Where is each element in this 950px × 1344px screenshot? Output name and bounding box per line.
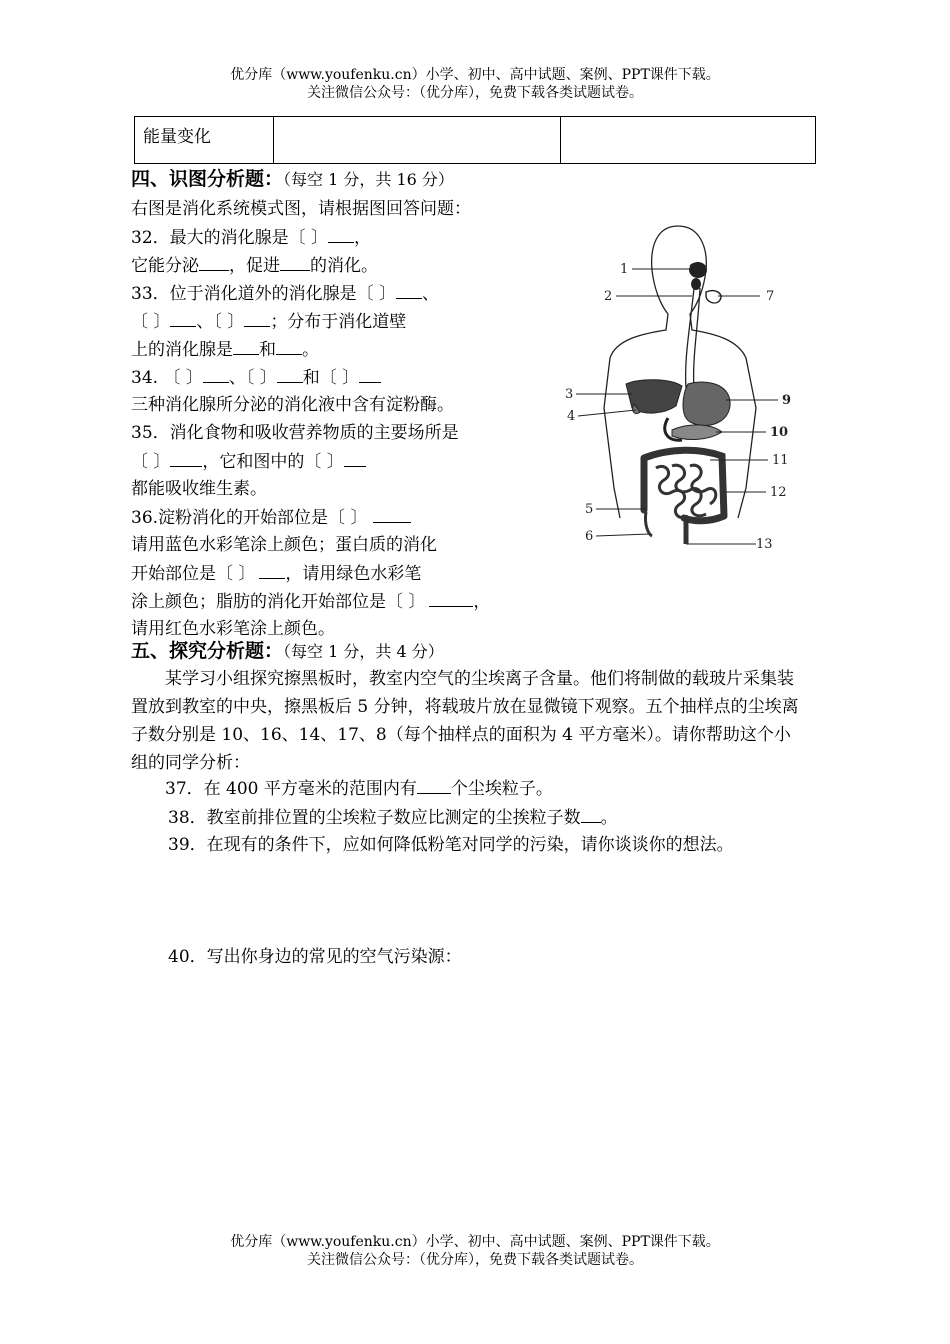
leader-line-4 <box>578 410 636 416</box>
pharynx <box>691 278 701 290</box>
section-4-intro: 右图是消化系统模式图，请根据图回答问题： <box>131 199 471 219</box>
q38-period: 。 <box>600 808 618 828</box>
question-32-line-1 <box>131 226 371 249</box>
question-39: 39．在现有的条件下，应如何降低粉笔对同学的污染，请你谈谈你的想法。 <box>168 835 734 855</box>
question-35-line-2 <box>131 450 366 473</box>
question-37 <box>165 777 553 800</box>
question-40: 40．写出你身边的常见的空气污染源： <box>168 947 462 967</box>
leader-line-6 <box>596 534 650 536</box>
q37-text-post: 个尘埃粒子。 <box>450 779 553 799</box>
q38-text-pre: 38．教室前排位置的尘埃粒子数应比测定的尘挨粒子数 <box>168 808 581 828</box>
answer-blank[interactable] <box>170 450 202 467</box>
q36-text-pre: 开始部位是〔 〕 <box>131 564 256 584</box>
section-4-score-note: （每空 1 分，共 16 分） <box>283 170 454 189</box>
q34-bracket-1: 34. 〔 〕 <box>131 368 203 388</box>
q34-bracket-3: 和〔 〕 <box>302 368 360 388</box>
page-footer <box>0 1233 950 1269</box>
diagram-label-4: 4 <box>567 409 576 424</box>
q33-text-pre: 33．位于消化道外的消化腺是〔 〕 <box>131 284 397 304</box>
q33-bracket-1: 〔 〕 <box>131 312 171 332</box>
answer-blank[interactable] <box>276 338 302 355</box>
diagram-label-5: 5 <box>585 502 594 517</box>
answer-blank[interactable] <box>396 282 422 299</box>
question-36-line-5: 请用红色水彩笔涂上颜色。 <box>131 619 335 639</box>
q32-text-post: 的消化。 <box>310 256 378 276</box>
footer-line-2: 关注微信公众号：（优分库），免费下载各类试题试卷。 <box>307 1252 643 1268</box>
q32-comma: ， <box>354 228 372 248</box>
q32-text: 32．最大的消化腺是〔 〕 <box>131 228 329 248</box>
diagram-label-10: 10 <box>770 425 789 440</box>
answer-blank[interactable] <box>344 450 366 467</box>
small-intestine <box>656 465 716 517</box>
question-32-line-2 <box>131 254 378 277</box>
q36-comma: ， <box>473 592 491 612</box>
answer-blank[interactable] <box>233 338 259 355</box>
q36-text-post: ，请用绿色水彩笔 <box>285 564 422 584</box>
oral-cavity <box>689 262 707 278</box>
q33-text-tail: ；分布于消化道壁 <box>270 312 407 332</box>
question-36-line-2: 请用蓝色水彩笔涂上颜色；蛋白质的消化 <box>131 535 437 555</box>
energy-change-table <box>134 116 816 164</box>
large-intestine <box>644 450 724 521</box>
question-34-line-1 <box>131 366 381 389</box>
answer-blank[interactable] <box>203 366 229 383</box>
answer-blank[interactable] <box>170 310 196 327</box>
section-5-paragraph: 某学习小组探究擦黑板时，教室内空气的尘埃离子含量。他们将制做的载玻片采集装置放到教室的中央，擦黑板后 5 分钟，将载玻片放在显微镜下观察。五个抽样点的尘埃离子数分别是 10、16、14、17、8（每个抽样点的面积为 4 平方毫米）。请你帮助这个小组的同学分析： <box>131 669 799 773</box>
q35-text-mid: ，它和图中的〔 〕 <box>202 452 344 472</box>
answer-blank[interactable] <box>429 590 473 607</box>
answer-blank[interactable] <box>280 254 310 271</box>
question-33-line-2 <box>131 310 406 333</box>
q34-bracket-2: 、〔 〕 <box>228 368 277 388</box>
section-4-title: 四、识图分析题： <box>131 168 284 190</box>
appendix <box>645 512 652 536</box>
q33-text-pre-2: 上的消化腺是 <box>131 340 233 360</box>
diagram-label-12: 12 <box>770 485 787 500</box>
diagram-label-1: 1 <box>620 262 629 277</box>
question-33-line-1 <box>131 282 439 305</box>
q33-bracket-2: 、〔 〕 <box>196 312 245 332</box>
q33-period: 。 <box>302 340 319 360</box>
diagram-label-13: 13 <box>756 537 773 552</box>
diagram-label-3: 3 <box>565 387 574 402</box>
answer-blank[interactable] <box>373 506 411 523</box>
table-label-cell: 能量变化 <box>135 117 274 164</box>
header-line-2: 关注微信公众号：（优分库），免费下载各类试题试卷。 <box>307 85 643 101</box>
question-36-line-4 <box>131 590 490 613</box>
table-answer-cell-1 <box>274 117 561 164</box>
answer-blank[interactable] <box>328 226 354 243</box>
esophagus <box>686 288 700 388</box>
answer-blank[interactable] <box>417 777 451 794</box>
diagram-label-6: 6 <box>585 529 594 544</box>
question-33-line-3 <box>131 338 319 361</box>
question-35-line-3: 都能吸收维生素。 <box>131 479 267 499</box>
stomach <box>683 382 730 425</box>
section-5-heading <box>131 640 444 663</box>
answer-blank[interactable] <box>581 806 601 823</box>
section-5-title: 五、探究分析题： <box>131 640 284 662</box>
q35-bracket-1: 〔 〕 <box>131 452 171 472</box>
q33-text-and: 和 <box>259 340 276 360</box>
section-5-score-note: （每空 1 分，共 4 分） <box>283 642 444 661</box>
page-header <box>0 66 950 102</box>
header-line-1: 优分库（www.youfenku.cn）小学、初中、高中试题、案例、PPT课件下载。 <box>230 67 720 83</box>
q32-text-pre: 它能分泌 <box>131 256 199 276</box>
question-36-line-1 <box>131 506 411 529</box>
answer-blank[interactable] <box>199 254 229 271</box>
question-38 <box>168 806 618 829</box>
answer-blank[interactable] <box>359 366 381 383</box>
answer-blank[interactable] <box>259 562 285 579</box>
pancreas <box>672 425 722 440</box>
diagram-label-7: 7 <box>766 289 775 304</box>
q36-text-pre-2: 涂上颜色；脂肪的消化开始部位是〔 〕 <box>131 592 426 612</box>
question-36-line-3 <box>131 562 421 585</box>
question-35-line-1: 35．消化食物和吸收营养物质的主要场所是 <box>131 423 459 443</box>
section-4-heading <box>131 168 454 191</box>
answer-blank[interactable] <box>244 310 270 327</box>
salivary-gland <box>706 291 721 303</box>
table-answer-cell-2 <box>561 117 816 164</box>
footer-line-1: 优分库（www.youfenku.cn）小学、初中、高中试题、案例、PPT课件下载。 <box>230 1234 720 1250</box>
q36-text: 36.淀粉消化的开始部位是〔 〕 <box>131 508 368 528</box>
diagram-label-9: 9 <box>782 393 792 408</box>
q33-text-post: 、 <box>422 284 440 304</box>
digestive-system-diagram <box>560 218 800 558</box>
q32-text-mid: ，促进 <box>229 256 280 276</box>
question-34-line-2: 三种消化腺所分泌的消化液中含有淀粉酶。 <box>131 395 454 415</box>
diagram-label-11: 11 <box>772 453 789 468</box>
q37-text-pre: 37．在 400 平方毫米的范围内有 <box>165 779 417 799</box>
answer-blank[interactable] <box>277 366 303 383</box>
diagram-label-2: 2 <box>604 289 613 304</box>
